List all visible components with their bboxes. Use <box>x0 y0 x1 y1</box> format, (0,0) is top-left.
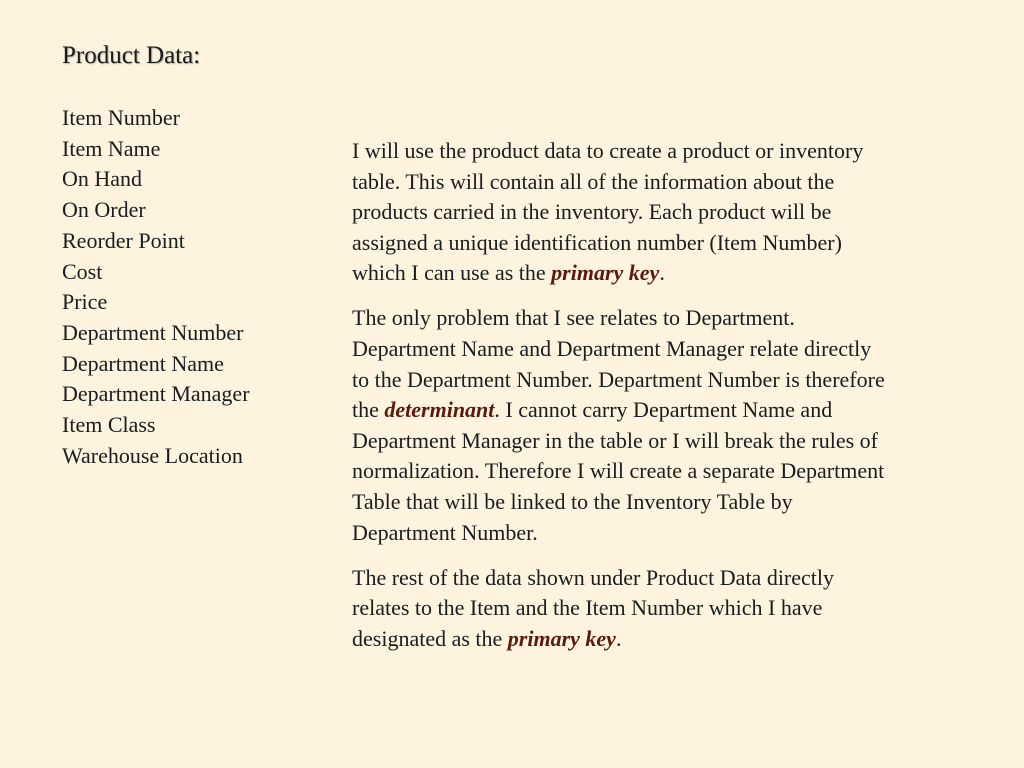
field-item: Reorder Point <box>62 227 185 253</box>
text-line <box>352 395 992 426</box>
text-line <box>352 258 992 289</box>
text-segment: the <box>352 397 385 423</box>
field-item: Warehouse Location <box>62 442 243 468</box>
text-line: assigned a unique identification number (Item Number) <box>352 229 842 255</box>
text-line: The rest of the data shown under Product Data directly <box>352 564 835 590</box>
paragraph-department-problem <box>352 303 992 548</box>
primary-key-term: primary key <box>507 625 616 651</box>
field-item: On Order <box>62 197 146 223</box>
determinant-term: determinant <box>384 397 495 423</box>
text-segment: . I cannot carry Department Name and <box>494 397 833 423</box>
paragraph-rest-of-data <box>352 563 992 655</box>
slide-title: Product Data: <box>62 42 201 69</box>
text-segment: . <box>615 625 622 651</box>
paragraph-inventory-table <box>352 136 992 289</box>
text-line: Department Manager in the table or I will break the rules of <box>352 427 878 453</box>
field-item: On Hand <box>62 166 143 192</box>
explanation-text <box>352 136 992 669</box>
primary-key-term: primary key <box>551 260 660 286</box>
text-segment: designated as the <box>352 625 508 651</box>
text-line: Table that will be linked to the Inventory Table by <box>352 489 793 515</box>
text-line: table. This will contain all of the information about the <box>352 168 835 194</box>
text-line: The only problem that I see relates to Department. <box>352 305 795 331</box>
text-line: relates to the Item and the Item Number which I have <box>352 595 823 621</box>
text-line: Department Name and Department Manager relate directly <box>352 336 872 362</box>
field-item: Price <box>62 289 108 315</box>
text-line: normalization. Therefore I will create a separate Department <box>352 458 885 484</box>
text-line: to the Department Number. Department Number is therefore <box>352 366 885 392</box>
text-segment: . <box>659 260 665 286</box>
field-item: Item Class <box>62 412 156 438</box>
text-line: I will use the product data to create a product or inventory <box>352 138 864 163</box>
field-item: Department Manager <box>62 381 250 407</box>
text-line: products carried in the inventory. Each product will be <box>352 199 832 225</box>
field-item: Cost <box>62 258 103 284</box>
field-item: Item Number <box>62 105 180 130</box>
field-item: Item Name <box>62 135 161 161</box>
text-segment: which I can use as the <box>352 260 552 286</box>
text-line <box>352 624 992 655</box>
text-line: Department Number. <box>352 519 538 545</box>
field-item: Department Name <box>62 350 224 376</box>
field-item: Department Number <box>62 319 244 345</box>
product-field-list <box>62 103 250 471</box>
